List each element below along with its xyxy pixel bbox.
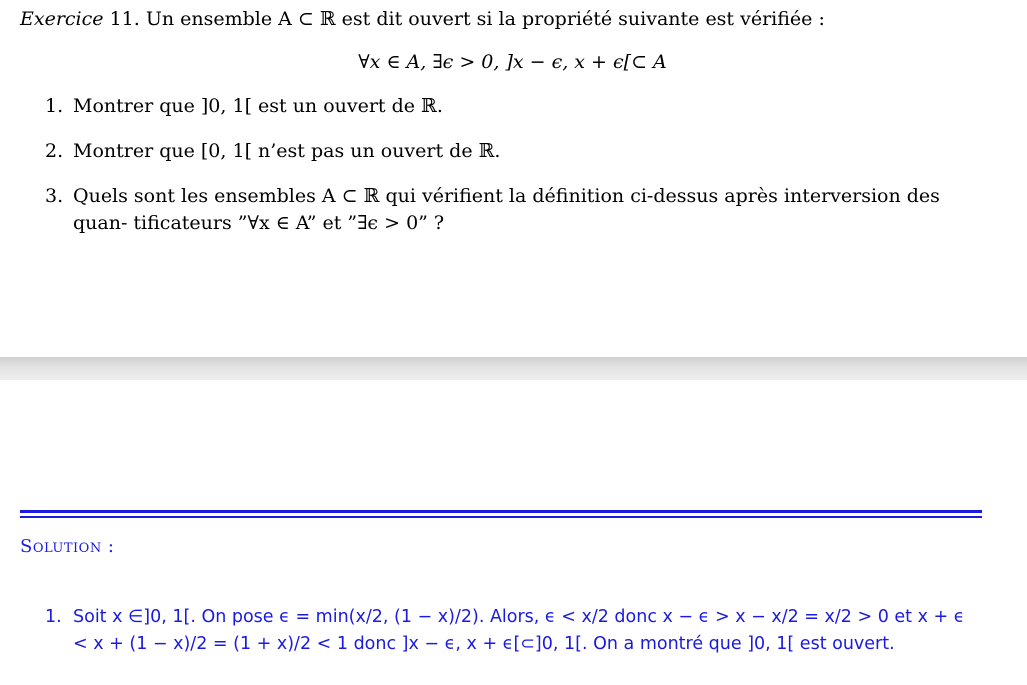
question-text: Quels sont les ensembles A ⊂ ℝ qui vérifient la définition ci-dessus après interversion des quan- tificateurs ”∀x ∈ A” et ”∃ϵ > 0” ?: [73, 185, 940, 234]
solution-text: Soit x ∈]0, 1[. On pose ϵ = min(x/2, (1 − x)/2). Alors, ϵ < x/2 donc x − ϵ > x − x/2 = x/2 > 0 et x + ϵ < x + (1 − x)/2 = (1 + x)/2 < 1 donc ]x − ϵ, x + ϵ[⊂]0, 1[. On a montré que ]0, 1[ est ouvert.: [73, 607, 965, 654]
question-item: [20, 138, 983, 165]
question-text: Montrer que [0, 1[ n’est pas un ouvert de ℝ.: [73, 140, 501, 162]
solution-rule: [20, 516, 982, 518]
question-number: 2.: [45, 140, 64, 162]
exercise-statement: [20, 6, 1005, 33]
solution-list: [20, 604, 982, 658]
solution-title: Solution :: [20, 536, 115, 557]
question-list: [20, 93, 1005, 237]
page-separator: [0, 357, 1027, 380]
solution-number: 1.: [45, 607, 62, 627]
exercise-number: 11.: [109, 8, 140, 30]
question-text: Montrer que ]0, 1[ est un ouvert de ℝ.: [73, 95, 443, 117]
question-item: [20, 93, 983, 120]
solution-item: [20, 604, 982, 658]
question-item: [20, 183, 983, 237]
definition-formula: ∀x ∈ A, ∃ϵ > 0, ]x − ϵ, x + ϵ[⊂ A: [358, 51, 667, 73]
solution-block: [20, 510, 982, 654]
question-number: 3.: [45, 185, 64, 207]
question-number: 1.: [45, 95, 64, 117]
exercise-intro: Un ensemble A ⊂ ℝ est dit ouvert si la propriété suivante est vérifiée :: [145, 8, 825, 30]
solution-rule: [20, 510, 982, 513]
exercise-label: Exercice: [20, 8, 104, 30]
exercise-block: [20, 6, 1005, 237]
